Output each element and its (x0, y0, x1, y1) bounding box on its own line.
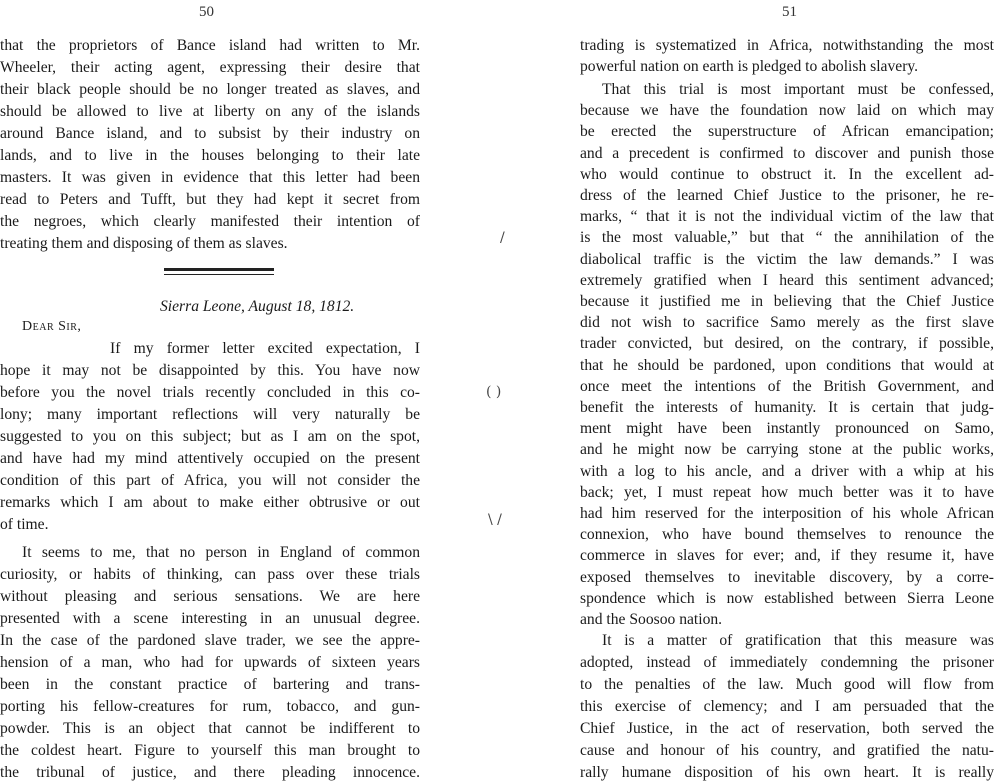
text-line: without pleasing and serious sensations. We are here (0, 588, 420, 605)
text-line: around Bance island, and to subsist by their industry on (0, 125, 420, 142)
text-line: It is a matter of gratification that this measure was (602, 632, 994, 649)
text-line: It seems to me, that no person in England of common (22, 544, 420, 561)
text-line: If my former letter excited expectation, I (110, 340, 420, 357)
text-line: trading is systematized in Africa, notwithstanding the most (580, 37, 994, 54)
text-line: suggested to you on this subject; but as I am on the spot, (0, 428, 420, 445)
text-line: that the proprietors of Bance island had written to Mr. (0, 37, 420, 54)
text-line: hension of a man, who had for upwards of sixteen years (0, 654, 420, 671)
text-line: dress of the learned Chief Justice to the prisoner, he re- (580, 187, 994, 204)
text-line: extremely gratified when I heard this sentiment advanced; (580, 271, 994, 289)
text-line: to the penalties of the law. Much good will flow from (580, 676, 994, 693)
text-line: connexion, who have bound themselves to renounce the (580, 526, 994, 544)
text-line: their black people should be no longer treated as slaves, and (0, 81, 420, 98)
text-line: should be allowed to live at liberty on any of the islands (0, 103, 420, 120)
section-divider-thick (164, 268, 274, 271)
text-line: hope it may not be disappointed by this. You have now (0, 362, 420, 379)
text-line: Chief Justice, in the act of reservation, both served the (580, 720, 994, 737)
section-divider-thin (164, 274, 274, 275)
text-line: remarks which I am about to make either obtrusive or out (0, 494, 420, 511)
text-line: with a log to his ancle, and a driver with a whip at his (580, 462, 994, 480)
text-line: condition of this part of Africa, you will not consider the (0, 472, 420, 489)
text-line: is the most valuable,” but that “ the annihilation of the (580, 229, 994, 247)
text-line: that he should be pardoned, upon conditions that would at (580, 356, 994, 374)
text-line: because it justified me in believing that the Chief Justice (580, 293, 994, 310)
gutter-mark: / (500, 230, 505, 246)
left-page-number: 50 (199, 4, 214, 20)
letter-salutation: Dear Sir, (22, 319, 82, 334)
gutter-mark: ( ) (486, 384, 502, 400)
text-line: this exercise of clemency; and I am persuaded that the (580, 698, 994, 715)
page-gutter (530, 0, 531, 784)
text-line: once meet the intentions of the British Government, and (580, 377, 994, 395)
text-line: curiosity, or habits of thinking, can pass over these trials (0, 566, 420, 583)
text-line: exposed themselves to inevitable discovery, by a corre- (580, 568, 994, 586)
text-line: before you the novel trials recently concluded in this co- (0, 384, 420, 401)
text-line: masters. It was given in evidence that this letter had been (0, 169, 420, 186)
text-line: and the Soosoo nation. (580, 611, 723, 628)
text-line: trader convicted, but desired, on the contrary, if possible, (580, 335, 994, 353)
text-line: back; yet, I must repeat how much better was it to have (580, 483, 994, 501)
text-line: rally humane disposition of his own heart. It is really (580, 764, 994, 781)
text-line: ment might have been instantly pronounced on Samo, (580, 420, 994, 438)
text-line: diabolical traffic is the victim the law demands.” I was (580, 250, 994, 268)
text-line: who would continue to obstruct it. In the excellent ad- (580, 165, 994, 183)
text-line: In the case of the pardoned slave trader, we see the appre- (0, 632, 420, 649)
text-line: Wheeler, their acting agent, expressing their desire that (0, 59, 420, 76)
text-line: presented with a scene interesting in an unusual degree. (0, 610, 420, 627)
text-line: powerful nation on earth is pledged to abolish slavery. (580, 58, 919, 76)
text-line: benefit the interests of humanity. It is certain that judg- (580, 399, 994, 416)
right-page-number: 51 (782, 4, 797, 20)
text-line: adopted, instead of immediately condemning the prisoner (580, 654, 994, 671)
text-line: the negroes, which clearly manifested their intention of (0, 213, 420, 230)
text-line: and he might now be carrying stone at the public works, (580, 441, 994, 459)
text-line: be erected the superstructure of African emancipation; (580, 123, 994, 141)
text-line: cause and honour of his country, and gratified the natu- (580, 742, 994, 759)
text-line: lony; many important reflections will very naturally be (0, 406, 420, 423)
text-line: been in the constant practice of bartering and trans- (0, 676, 420, 693)
left-page (0, 0, 420, 784)
text-line: That this trial is most important must be confessed, (602, 81, 994, 98)
text-line: powder. This is an object that cannot be indifferent to (0, 720, 420, 737)
text-line: of time. (0, 516, 49, 533)
text-line: porting his fellow-creatures for rum, tobacco, and gun- (0, 698, 420, 715)
text-line: the coldest heart. Figure to yourself this man brought to (0, 742, 420, 759)
text-line: read to Peters and Tufft, but they had kept it secret from (0, 191, 420, 208)
text-line: treating them and disposing of them as slaves. (0, 235, 288, 252)
text-line: did not wish to sacrifice Samo merely as the first slave (580, 314, 994, 332)
text-line: had him reserved for the interposition of his whole African (580, 505, 994, 522)
right-page (580, 0, 994, 784)
text-line: spondence which is now established between Sierra Leone (580, 589, 994, 607)
letter-dateline: Sierra Leone, August 18, 1812. (160, 298, 355, 315)
gutter-mark: \ / (488, 512, 502, 528)
text-line: commerce in slaves for ever; and, if they resume it, have (580, 547, 994, 565)
text-line: lands, and to live in the houses belonging to their late (0, 147, 420, 164)
text-line: and a precedent is confirmed to discover and punish those (580, 144, 994, 162)
text-line: because we have the foundation now laid on which may (580, 102, 994, 120)
text-line: and have had my mind attentively occupied on the present (0, 450, 420, 467)
text-line: the tribunal of justice, and there pleading innocence. (0, 764, 420, 781)
text-line: marks, “ that it is not the individual victim of the law that (580, 208, 994, 226)
